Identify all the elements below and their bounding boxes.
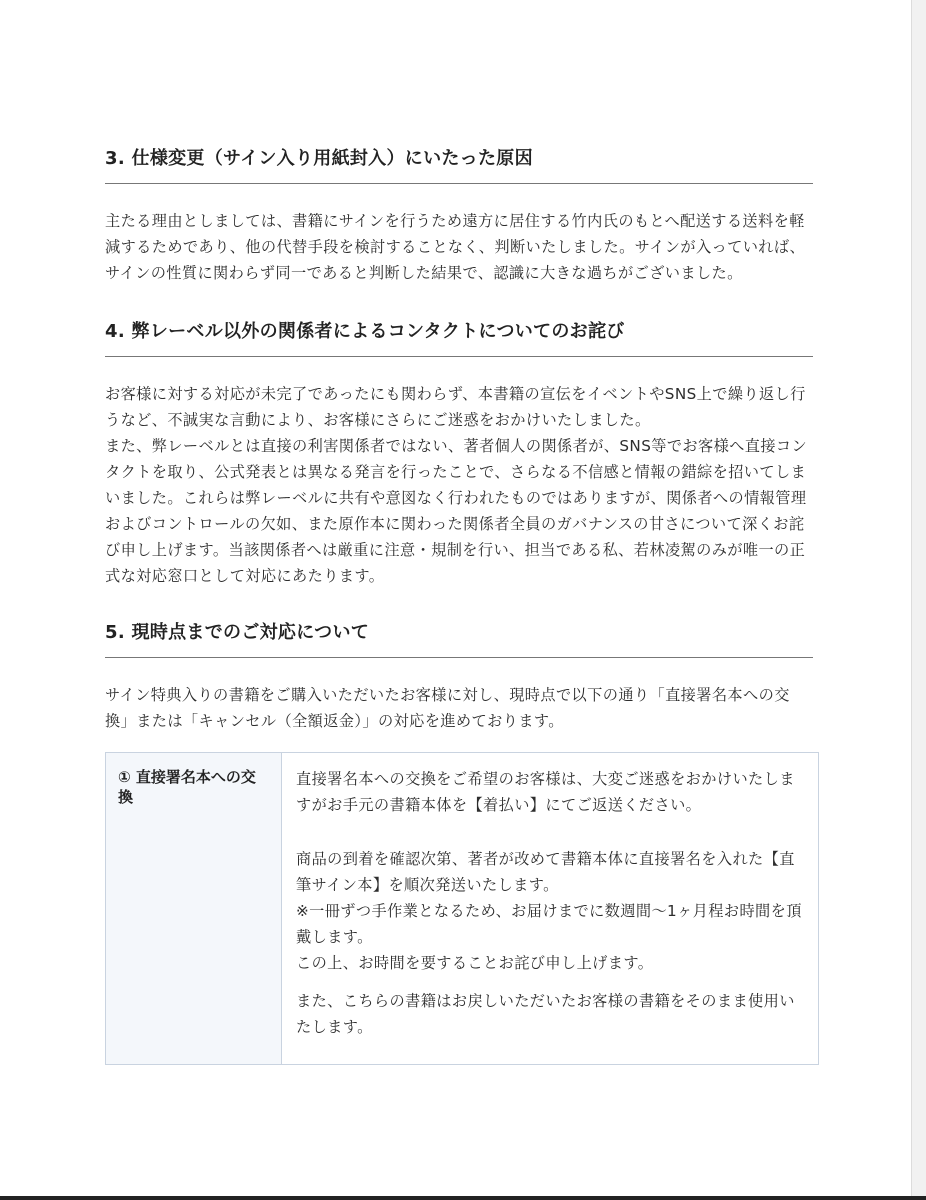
delivery-time-note: ※一冊ずつ手作業となるため、お届けまでに数週間〜1ヶ月程お時間を頂戴します。: [296, 902, 802, 946]
section-3-body: 主たる理由としましては、書籍にサインを行うため遠方に居住する竹内氏のもとへ配送する送料を軽減するためであり、他の代替手段を検討することなく、判断いたしました。サインが入っていれば、サインの性質に関わらず同一であると判断した結果で、認識に大きな過ちがございました。: [105, 212, 806, 282]
section-4-heading: 4. 弊レーベル以外の関係者によるコンタクトについてのお詫び: [105, 321, 625, 342]
section-5-intro: サイン特典入りの書籍をご購入いただいたお客様に対し、現時点で以下の通り「直接署名本への交換」または「キャンセル（全額返金）」の対応を進めております。: [105, 686, 790, 730]
section-4-body-1: お客様に対する対応が未完了であったにも関わらず、本書籍の宣伝をイベントやSNS上で繰り返し行うなど、不誠実な言動により、お客様にさらにご迷惑をおかけいたしました。: [105, 385, 806, 429]
response-table: [105, 752, 819, 1065]
section-5-heading: 5. 現時点までのご対応について: [105, 622, 370, 643]
section-4-body-2: また、弊レーベルとは直接の利害関係者ではない、著者個人の関係者が、SNS等でお客様へ直接コンタクトを取り、公式発表とは異なる発言を行ったことで、さらなる不信感と情報の錯綜を招いてしまいました。これらは弊レーベルに共有や意図なく行われたものではありますが、関係者への情報管理およびコントロールの欠如、また原作本に関わった関係者全員のガバナンスの甘さについて深くお詫び申し上げます。当該関係者へは厳重に注意・規制を行い、担当である私、若林凌駕のみが唯一の正式な対応窓口として対応にあたります。: [105, 437, 808, 585]
book-reuse-note: また、こちらの書籍はお戻しいただいたお客様の書籍をそのまま使用いたします。: [296, 992, 795, 1036]
section-4: [105, 318, 813, 589]
page-bottom-edge: [0, 1196, 926, 1200]
section-3: [105, 145, 813, 286]
page-right-edge: [911, 0, 926, 1200]
section-5: [105, 619, 813, 1065]
section-4-divider: [105, 356, 813, 357]
response-table-description: [282, 753, 818, 1064]
section-3-heading: 3. 仕様変更（サイン入り用紙封入）にいたった原因: [105, 148, 533, 169]
section-5-divider: [105, 657, 813, 658]
exchange-instruction: 直接署名本への交換をご希望のお客様は、大変ご迷惑をおかけいたしますがお手元の書籍本体を【着払い】にてご返送ください。: [296, 770, 795, 814]
document-content: [105, 145, 813, 1065]
apology-note: この上、お時間を要することお詫び申し上げます。: [296, 954, 654, 972]
shipping-note: 商品の到着を確認次第、著者が改めて書籍本体に直接署名を入れた【直筆サイン本】を順次発送いたします。: [296, 850, 795, 894]
response-table-label: ① 直接署名本への交換: [106, 753, 282, 1064]
section-3-divider: [105, 183, 813, 184]
